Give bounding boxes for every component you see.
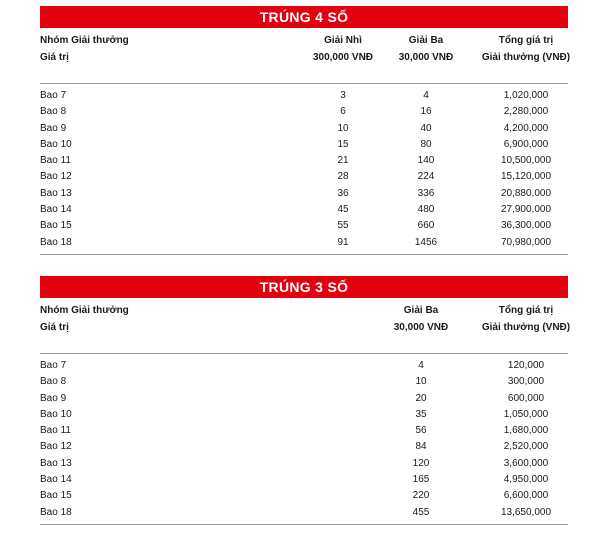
cell-group: Bao 7 (40, 360, 67, 371)
table-row (40, 121, 568, 137)
section-title: TRÚNG 3 SỐ (40, 276, 568, 298)
cell-total-value: 6,900,000 (503, 138, 549, 150)
cell-second-prize-count: 28 (337, 171, 349, 183)
cell-third-prize-count: 4 (423, 90, 429, 101)
table-row (40, 169, 568, 185)
cell-second-prize-count: 21 (337, 155, 349, 167)
table-row (40, 456, 568, 472)
table-row (40, 407, 568, 423)
cell-second-prize-count: 6 (340, 106, 346, 118)
table-row (40, 88, 568, 104)
table-row (40, 472, 568, 488)
cell-total-value: 15,120,000 (500, 171, 552, 183)
header-divider (40, 83, 568, 84)
cell-total-value: 1,680,000 (503, 425, 549, 437)
cell-third-prize-count: 224 (417, 171, 435, 183)
cell-group: Bao 10 (40, 408, 72, 420)
cell-group: Bao 14 (40, 204, 72, 216)
header-group-line2: Giá trị (40, 52, 69, 63)
table-row (40, 137, 568, 153)
cell-third-prize-count: 165 (412, 474, 430, 486)
prize-table-4-numbers (40, 6, 571, 255)
header-third-prize-line1: Giải Ba (403, 305, 439, 316)
table-row (40, 374, 568, 390)
table-row (40, 423, 568, 439)
cell-total-value: 1,020,000 (503, 90, 549, 101)
header-third-prize-line1: Giải Ba (408, 35, 444, 46)
cell-group: Bao 10 (40, 138, 72, 150)
table-bottom-divider (40, 254, 568, 255)
cell-group: Bao 12 (40, 441, 72, 453)
cell-third-prize-count: 20 (415, 392, 427, 404)
cell-second-prize-count: 10 (337, 122, 349, 134)
cell-total-value: 20,880,000 (500, 187, 552, 199)
header-second-prize-line1: Giải Nhì (324, 35, 362, 46)
cell-total-value: 13,650,000 (500, 506, 552, 518)
cell-second-prize-count: 3 (340, 90, 346, 101)
table-bottom-divider (40, 524, 568, 525)
cell-third-prize-count: 80 (420, 138, 432, 150)
header-total-line1: Tổng giá trị (498, 305, 554, 316)
cell-total-value: 36,300,000 (500, 220, 552, 232)
cell-third-prize-count: 84 (415, 441, 427, 453)
table-row (40, 202, 568, 218)
cell-second-prize-count: 91 (337, 236, 349, 248)
cell-total-value: 10,500,000 (500, 155, 552, 167)
cell-second-prize-count: 45 (337, 204, 349, 216)
header-divider (40, 353, 568, 354)
cell-total-value: 4,950,000 (503, 474, 549, 486)
cell-group: Bao 18 (40, 236, 72, 248)
header-third-prize-line2: 30,000 VNĐ (398, 52, 454, 63)
cell-third-prize-count: 140 (417, 155, 435, 167)
cell-third-prize-count: 4 (418, 360, 424, 371)
table-row (40, 391, 568, 407)
cell-total-value: 2,520,000 (503, 441, 549, 453)
table-row (40, 505, 568, 521)
table-row (40, 186, 568, 202)
cell-group: Bao 11 (40, 155, 71, 167)
header-group-line1: Nhóm Giải thưởng (40, 35, 129, 46)
cell-third-prize-count: 1456 (414, 236, 438, 248)
cell-total-value: 2,280,000 (503, 106, 549, 118)
cell-total-value: 1,050,000 (503, 408, 549, 420)
cell-second-prize-count: 55 (337, 220, 349, 232)
cell-second-prize-count: 36 (337, 187, 349, 199)
header-group-line2: Giá trị (40, 322, 69, 333)
cell-total-value: 120,000 (507, 360, 545, 371)
table-header (40, 298, 571, 344)
cell-total-value: 4,200,000 (503, 122, 549, 134)
table-header (40, 28, 571, 74)
cell-third-prize-count: 220 (412, 490, 430, 502)
cell-group: Bao 15 (40, 490, 72, 502)
cell-group: Bao 14 (40, 474, 72, 486)
cell-third-prize-count: 120 (412, 457, 430, 469)
cell-total-value: 600,000 (507, 392, 545, 404)
cell-third-prize-count: 660 (417, 220, 435, 232)
header-total-line2: Giải thưởng (VNĐ) (481, 52, 571, 63)
cell-total-value: 70,980,000 (500, 236, 552, 248)
cell-group: Bao 12 (40, 171, 72, 183)
table-row (40, 488, 568, 504)
cell-second-prize-count: 15 (337, 138, 349, 150)
header-total-line1: Tổng giá trị (498, 35, 554, 46)
cell-third-prize-count: 56 (415, 425, 427, 437)
table-row (40, 218, 568, 234)
table-row (40, 358, 568, 374)
cell-total-value: 27,900,000 (500, 204, 552, 216)
cell-total-value: 300,000 (507, 376, 545, 388)
cell-group: Bao 8 (40, 106, 67, 118)
cell-group: Bao 9 (40, 392, 67, 404)
table-body (40, 358, 568, 521)
cell-group: Bao 13 (40, 457, 72, 469)
cell-total-value: 6,600,000 (503, 490, 549, 502)
table-body (40, 88, 568, 251)
cell-group: Bao 13 (40, 187, 72, 199)
cell-third-prize-count: 40 (420, 122, 432, 134)
prize-table-3-numbers (40, 276, 571, 525)
header-third-prize-line2: 30,000 VNĐ (393, 322, 449, 333)
cell-group: Bao 18 (40, 506, 72, 518)
cell-group: Bao 11 (40, 425, 71, 437)
table-row (40, 153, 568, 169)
cell-group: Bao 9 (40, 122, 67, 134)
header-total-line2: Giải thưởng (VNĐ) (481, 322, 571, 333)
header-group-line1: Nhóm Giải thưởng (40, 305, 129, 316)
cell-group: Bao 8 (40, 376, 67, 388)
cell-total-value: 3,600,000 (503, 457, 549, 469)
cell-group: Bao 15 (40, 220, 72, 232)
cell-third-prize-count: 455 (412, 506, 430, 518)
cell-third-prize-count: 336 (417, 187, 435, 199)
cell-group: Bao 7 (40, 90, 67, 101)
cell-third-prize-count: 10 (415, 376, 427, 388)
cell-third-prize-count: 35 (415, 408, 427, 420)
cell-third-prize-count: 16 (420, 106, 432, 118)
cell-third-prize-count: 480 (417, 204, 435, 216)
table-row (40, 235, 568, 251)
table-row (40, 439, 568, 455)
table-row (40, 104, 568, 120)
section-title: TRÚNG 4 SỐ (40, 6, 568, 28)
header-second-prize-line2: 300,000 VNĐ (312, 52, 374, 63)
